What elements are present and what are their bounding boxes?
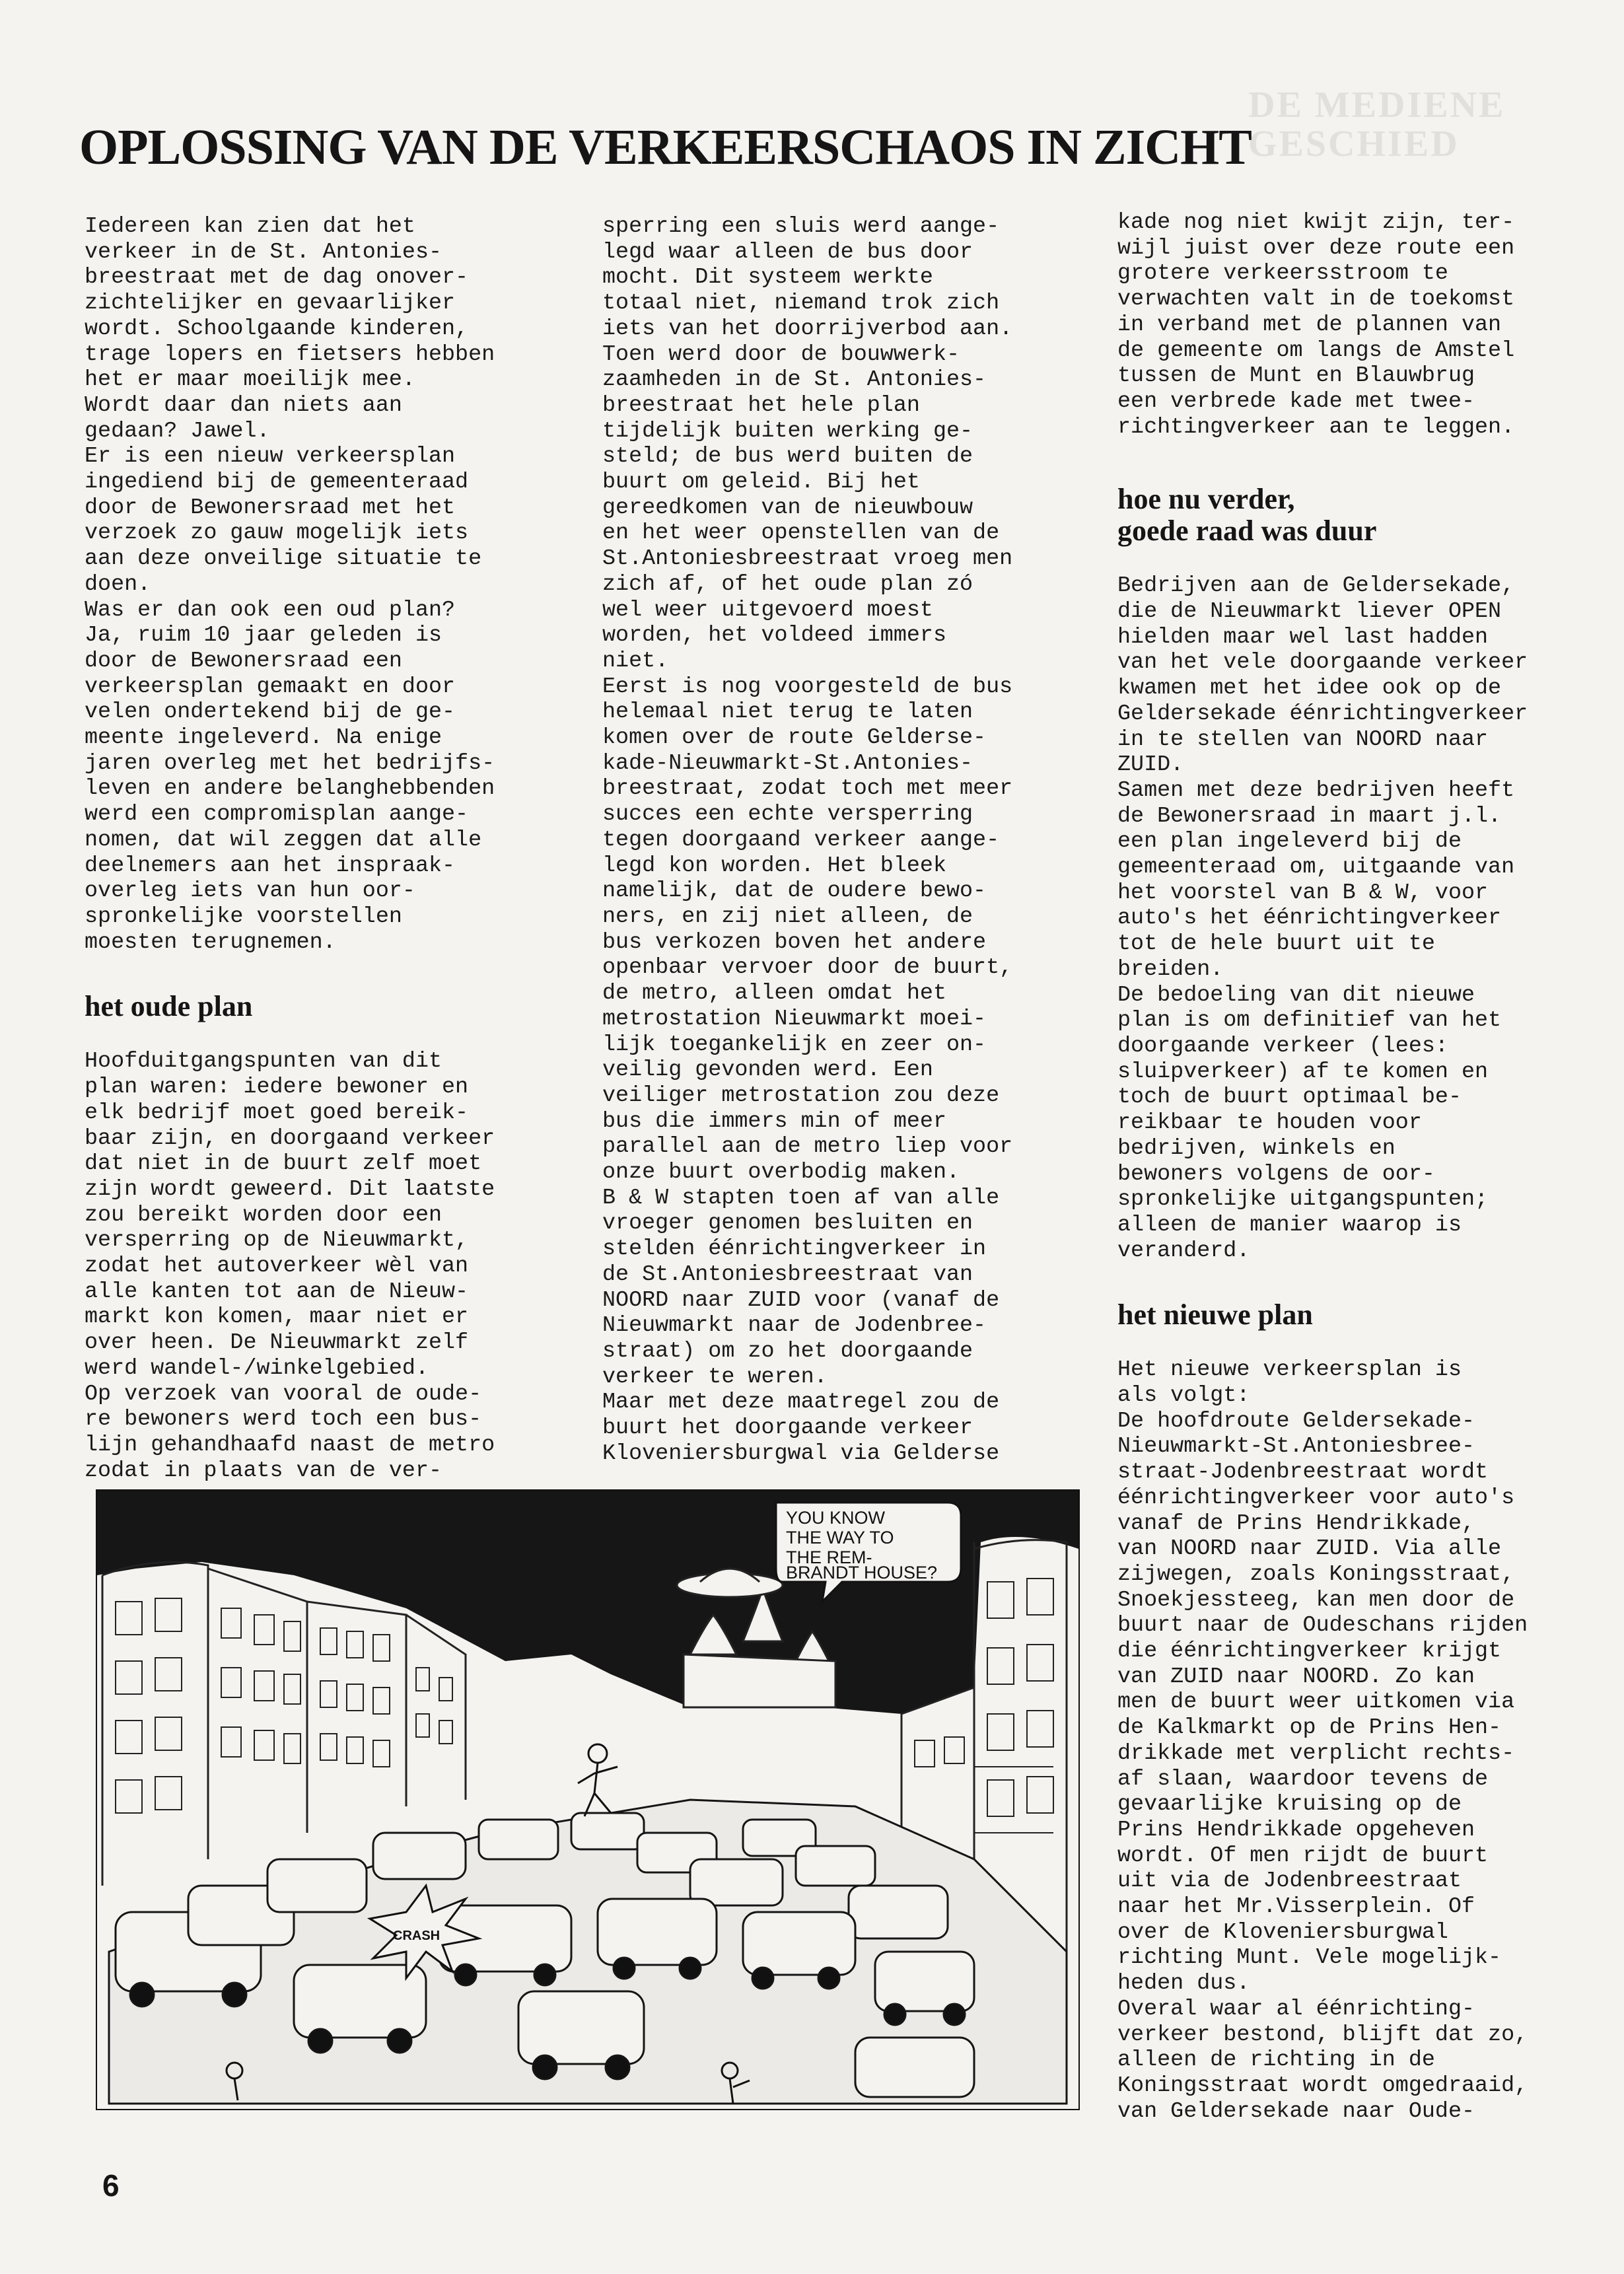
text-line: leven en andere belanghebbenden (85, 776, 495, 802)
text-line: veranderd. (1117, 1238, 1250, 1263)
text-line: vroeger genomen besluiten en (602, 1211, 973, 1236)
text-line: éénrichtingverkeer voor auto's (1117, 1485, 1515, 1510)
text-line: alleen de richting in de (1117, 2047, 1435, 2073)
text-line: lijk toegankelijk en zeer on- (602, 1032, 987, 1057)
text-line: de St.Antoniesbreestraat van (602, 1261, 973, 1287)
text-line: zaamheden in de St. Antonies- (602, 367, 987, 393)
text-line: en het weer openstellen van de (602, 520, 1000, 546)
text-line: Op verzoek van vooral de oude- (85, 1381, 482, 1407)
text-line: succes een echte versperring (602, 802, 973, 828)
text-line: buurt het doorgaande verkeer (602, 1415, 973, 1441)
text-line: parallel aan de metro liep voor (602, 1134, 1013, 1160)
text-line: Samen met deze bedrijven heeft (1117, 777, 1515, 803)
text-line: B & W stapten toen af van alle (602, 1185, 1000, 1211)
text-line: Wordt daar dan niets aan (85, 392, 402, 418)
text-line: jaren overleg met het bedrijfs- (85, 750, 495, 776)
text-line: tot de hele buurt uit te (1117, 931, 1435, 957)
column-1 (85, 214, 573, 1483)
text-line: Snoekjessteeg, kan men door de (1117, 1587, 1515, 1613)
subhead-het-nieuwe-plan: het nieuwe plan (1117, 1298, 1313, 1332)
text-line: St.Antoniesbreestraat vroeg men (602, 546, 1013, 572)
text-line: tijdelijk buiten werking ge- (602, 418, 973, 444)
text-line: versperring op de Nieuwmarkt, (85, 1228, 469, 1254)
text-line: reikbaar te houden voor (1117, 1110, 1422, 1136)
text-line: Het nieuwe verkeersplan is (1117, 1357, 1462, 1383)
text-line: deelnemers aan het inspraak- (85, 853, 456, 878)
text-line: werd wandel-/winkelgebied. (85, 1355, 429, 1381)
text-line: doorgaande verkeer (lees: (1117, 1033, 1448, 1059)
text-line: steld; de bus werd buiten de (602, 444, 973, 470)
text-line: zou bereikt worden door een (85, 1202, 442, 1228)
text-line: de gemeente om langs de Amstel (1117, 338, 1515, 363)
text-line: van Geldersekade naar Oude- (1117, 2098, 1475, 2124)
text-line: werd een compromisplan aange- (85, 802, 469, 828)
text-line: namelijk, dat de oudere bewo- (602, 878, 987, 904)
text-line: bus die immers min of meer (602, 1108, 946, 1134)
text-line: over de Kloveniersburgwal (1117, 1919, 1448, 1945)
text-line: meente ingeleverd. Na enige (85, 725, 442, 751)
text-line: wijl juist over deze route een (1117, 235, 1515, 261)
text-line: verkeer te weren. (602, 1364, 828, 1390)
text-line: Maar met deze maatregel zou de (602, 1390, 1000, 1415)
text-line: verkeer bestond, blijft dat zo, (1117, 2022, 1528, 2047)
text-line: wordt. Schoolgaande kinderen, (85, 316, 469, 341)
text-line: zich af, of het oude plan zó (602, 571, 973, 597)
text-line: breestraat, zodat toch met meer (602, 776, 1013, 802)
text-line: auto's het éénrichtingverkeer (1117, 906, 1502, 931)
text-line: uit via de Jodenbreestraat (1117, 1868, 1462, 1894)
text-line: verzoek zo gauw mogelijk iets (85, 520, 469, 546)
text-line: Ja, ruim 10 jaar geleden is (85, 623, 442, 649)
text-line: zichtelijker en gevaarlijker (85, 291, 456, 316)
text-line: een plan ingeleverd bij de (1117, 829, 1462, 855)
text-line: Hoofduitgangspunten van dit (85, 1049, 442, 1075)
text-line: hielden maar wel last hadden (1117, 624, 1489, 650)
text-line: zodat in plaats van de ver- (85, 1458, 442, 1483)
text-line: kade nog niet kwijt zijn, ter- (1117, 210, 1515, 235)
text-line: verwachten valt in de toekomst (1117, 287, 1515, 312)
text-line: verkeersplan gemaakt en door (85, 674, 456, 699)
text-line: stelden éénrichtingverkeer in (602, 1236, 987, 1262)
text-line: moesten terugnemen. (85, 929, 336, 955)
column-1-text-b (85, 1049, 573, 1483)
text-line: die de Nieuwmarkt liever OPEN (1117, 599, 1502, 625)
text-line: breestraat met de dag onover- (85, 265, 469, 291)
cartoon-drawing (96, 1489, 1080, 2110)
text-line: totaal niet, niemand trok zich (602, 291, 1000, 316)
text-line: NOORD naar ZUID voor (vanaf de (602, 1287, 1000, 1313)
text-line: alle kanten tot aan de Nieuw- (85, 1279, 469, 1304)
text-line: buurt naar de Oudeschans rijden (1117, 1613, 1528, 1639)
text-line: Eerst is nog voorgesteld de bus (602, 674, 1013, 699)
article-headline: OPLOSSING VAN DE VERKEERSCHAOS IN ZICHT (79, 120, 1252, 175)
text-line: plan waren: iedere bewoner en (85, 1075, 469, 1100)
bubble-line-2: THE WAY TO (786, 1528, 894, 1547)
text-line: Koningsstraat wordt omgedraaid, (1117, 2073, 1528, 2098)
text-line: heden dus. (1117, 1971, 1250, 1997)
text-line: niet. (602, 648, 669, 674)
text-line: dat niet in de buurt zelf moet (85, 1151, 482, 1177)
subhead-het-oude-plan: het oude plan (85, 990, 253, 1023)
text-line: ingediend bij de gemeenteraad (85, 470, 469, 495)
text-line: mocht. Dit systeem werkte (602, 265, 933, 291)
text-line: Was er dan ook een oud plan? (85, 597, 456, 623)
text-line: spronkelijke voorstellen (85, 904, 402, 929)
text-line: alleen de manier waarop is (1117, 1212, 1462, 1238)
text-line: naar het Mr.Visserplein. Of (1117, 1894, 1475, 1920)
text-line: in verband met de plannen van (1117, 312, 1502, 338)
text-line: metrostation Nieuwmarkt moei- (602, 1006, 987, 1032)
text-line: De hoofdroute Geldersekade- (1117, 1408, 1475, 1434)
traffic-chaos-cartoon (96, 1489, 1080, 2110)
column-3 (1117, 210, 1580, 2124)
text-line: buurt om geleid. Bij het (602, 470, 920, 495)
text-line: openbaar vervoer door de buurt, (602, 955, 1013, 981)
text-line: Prins Hendrikkade opgeheven (1117, 1817, 1475, 1843)
text-line: tegen doorgaand verkeer aange- (602, 827, 1000, 853)
text-line: sluipverkeer) af te komen en (1117, 1059, 1489, 1084)
text-line: door de Bewonersraad een (85, 648, 402, 674)
text-line: Nieuwmarkt-St.Antoniesbree- (1117, 1434, 1475, 1460)
column-3-text-c (1117, 1357, 1580, 2124)
text-line: in te stellen van NOORD naar (1117, 727, 1489, 752)
text-line: verkeer in de St. Antonies- (85, 239, 442, 265)
text-line: drikkade met verplicht rechts- (1117, 1740, 1515, 1766)
text-line: zodat het autoverkeer wèl van (85, 1254, 469, 1279)
column-1-text-a (85, 214, 573, 955)
text-line: over heen. De Nieuwmarkt zelf (85, 1330, 469, 1356)
text-line: tussen de Munt en Blauwbrug (1117, 363, 1475, 389)
text-line: spronkelijke uitgangspunten; (1117, 1187, 1489, 1213)
column-3-text-b (1117, 573, 1580, 1263)
text-line: wel weer uitgevoerd moest (602, 597, 933, 623)
text-line: het voorstel van B & W, voor (1117, 880, 1489, 906)
text-line: men de buurt weer uitkomen via (1117, 1689, 1515, 1715)
text-line: als volgt: (1117, 1383, 1250, 1409)
text-line: af slaan, waardoor tevens de (1117, 1766, 1489, 1792)
text-line: Er is een nieuw verkeersplan (85, 444, 456, 470)
text-line: breiden. (1117, 956, 1224, 982)
text-line: Nieuwmarkt naar de Jodenbree- (602, 1313, 987, 1339)
text-line: die éénrichtingverkeer krijgt (1117, 1639, 1502, 1664)
text-line: Overal waar al éénrichting- (1117, 1996, 1475, 2022)
column-3-text-a (1117, 210, 1580, 440)
text-line: re bewoners werd toch een bus- (85, 1407, 482, 1433)
text-line: zijwegen, zoals Koningsstraat, (1117, 1561, 1515, 1587)
ghost-line: DE MEDIENE (1248, 85, 1506, 125)
text-line: gereedkomen van de nieuwbouw (602, 495, 973, 520)
text-line: kade-Nieuwmarkt-St.Antonies- (602, 750, 973, 776)
text-line: veilig gevonden werd. Een (602, 1057, 933, 1083)
text-line: wordt. Of men rijdt de buurt (1117, 1843, 1489, 1868)
text-line: van het vele doorgaande verkeer (1117, 650, 1528, 676)
text-line: baar zijn, en doorgaand verkeer (85, 1125, 495, 1151)
text-line: markt kon komen, maar niet er (85, 1304, 469, 1330)
column-2-text (602, 214, 1091, 1466)
text-line: bedrijven, winkels en (1117, 1135, 1395, 1161)
text-line: aan deze onveilige situatie te (85, 546, 482, 572)
text-line: de metro, alleen omdat het (602, 981, 946, 1007)
text-line: Geldersekade éénrichtingverkeer (1117, 701, 1528, 727)
text-line: overleg iets van hun oor- (85, 878, 415, 904)
text-line: gemeenteraad om, uitgaande van (1117, 855, 1515, 880)
text-line: straat) om zo het doorgaande (602, 1338, 973, 1364)
text-line: onze buurt overbodig maken. (602, 1160, 960, 1186)
text-line: sperring een sluis werd aange- (602, 214, 1000, 239)
text-line: breestraat het hele plan (602, 392, 920, 418)
text-line: gevaarlijke kruising op de (1117, 1792, 1462, 1818)
text-line: Toen werd door de bouwwerk- (602, 341, 960, 367)
text-line: een verbrede kade met twee- (1117, 388, 1475, 414)
text-line: Kloveniersburgwal via Gelderse (602, 1440, 1000, 1466)
text-line: van NOORD naar ZUID. Via alle (1117, 1536, 1502, 1562)
text-line: ZUID. (1117, 752, 1184, 778)
column-2 (602, 214, 1091, 1466)
bubble-line-1: YOU KNOW (786, 1508, 886, 1528)
crash-text: CRASH (393, 1929, 441, 1943)
subhead-hoe-nu-verder: hoe nu verder, goede raad was duur (1117, 483, 1377, 548)
text-line: de Bewonersraad in maart j.l. (1117, 803, 1502, 829)
text-line: toch de buurt optimaal be- (1117, 1084, 1462, 1110)
text-line: bus verkozen boven het andere (602, 929, 987, 955)
text-line: velen ondertekend bij de ge- (85, 699, 456, 725)
text-line: de Kalkmarkt op de Prins Hen- (1117, 1715, 1502, 1741)
text-line: De bedoeling van dit nieuwe (1117, 982, 1475, 1008)
text-line: legd kon worden. Het bleek (602, 853, 946, 878)
text-line: helemaal niet terug te laten (602, 699, 973, 725)
bubble-line-4: BRANDT HOUSE? (786, 1563, 938, 1582)
text-line: nomen, dat wil zeggen dat alle (85, 827, 482, 853)
text-line: lijn gehandhaafd naast de metro (85, 1432, 495, 1458)
text-line: zijn wordt geweerd. Dit laatste (85, 1176, 495, 1202)
text-line: veiliger metrostation zou deze (602, 1083, 1000, 1108)
page-number: 6 (102, 2168, 120, 2203)
ghost-line: GESCHIED (1248, 123, 1460, 164)
text-line: door de Bewonersraad met het (85, 495, 456, 520)
text-line: het er maar moeilijk mee. (85, 367, 415, 393)
text-line: doen. (85, 571, 151, 597)
text-line: plan is om definitief van het (1117, 1008, 1502, 1034)
text-line: grotere verkeersstroom te (1117, 261, 1448, 287)
text-line: gedaan? Jawel. (85, 418, 270, 444)
text-line: iets van het doorrijverbod aan. (602, 316, 1013, 341)
text-line: bewoners volgens de oor- (1117, 1161, 1435, 1187)
text-line: ners, en zij niet alleen, de (602, 904, 973, 929)
text-line: richting Munt. Vele mogelijk- (1117, 1945, 1502, 1971)
text-line: richtingverkeer aan te leggen. (1117, 414, 1515, 440)
text-line: trage lopers en fietsers hebben (85, 341, 495, 367)
text-line: elk bedrijf moet goed bereik- (85, 1100, 469, 1125)
text-line: Iedereen kan zien dat het (85, 214, 415, 239)
text-line: legd waar alleen de bus door (602, 239, 973, 265)
text-line: vanaf de Prins Hendrikkade, (1117, 1510, 1475, 1536)
text-line: van ZUID naar NOORD. Zo kan (1117, 1664, 1475, 1689)
text-line: Bedrijven aan de Geldersekade, (1117, 573, 1515, 599)
text-line: komen over de route Gelderse- (602, 725, 987, 751)
text-line: kwamen met het idee ook op de (1117, 676, 1502, 701)
bubble-line-3: THE REM- (786, 1547, 872, 1567)
text-line: straat-Jodenbreestraat wordt (1117, 1460, 1489, 1485)
text-line: worden, het voldeed immers (602, 623, 946, 649)
